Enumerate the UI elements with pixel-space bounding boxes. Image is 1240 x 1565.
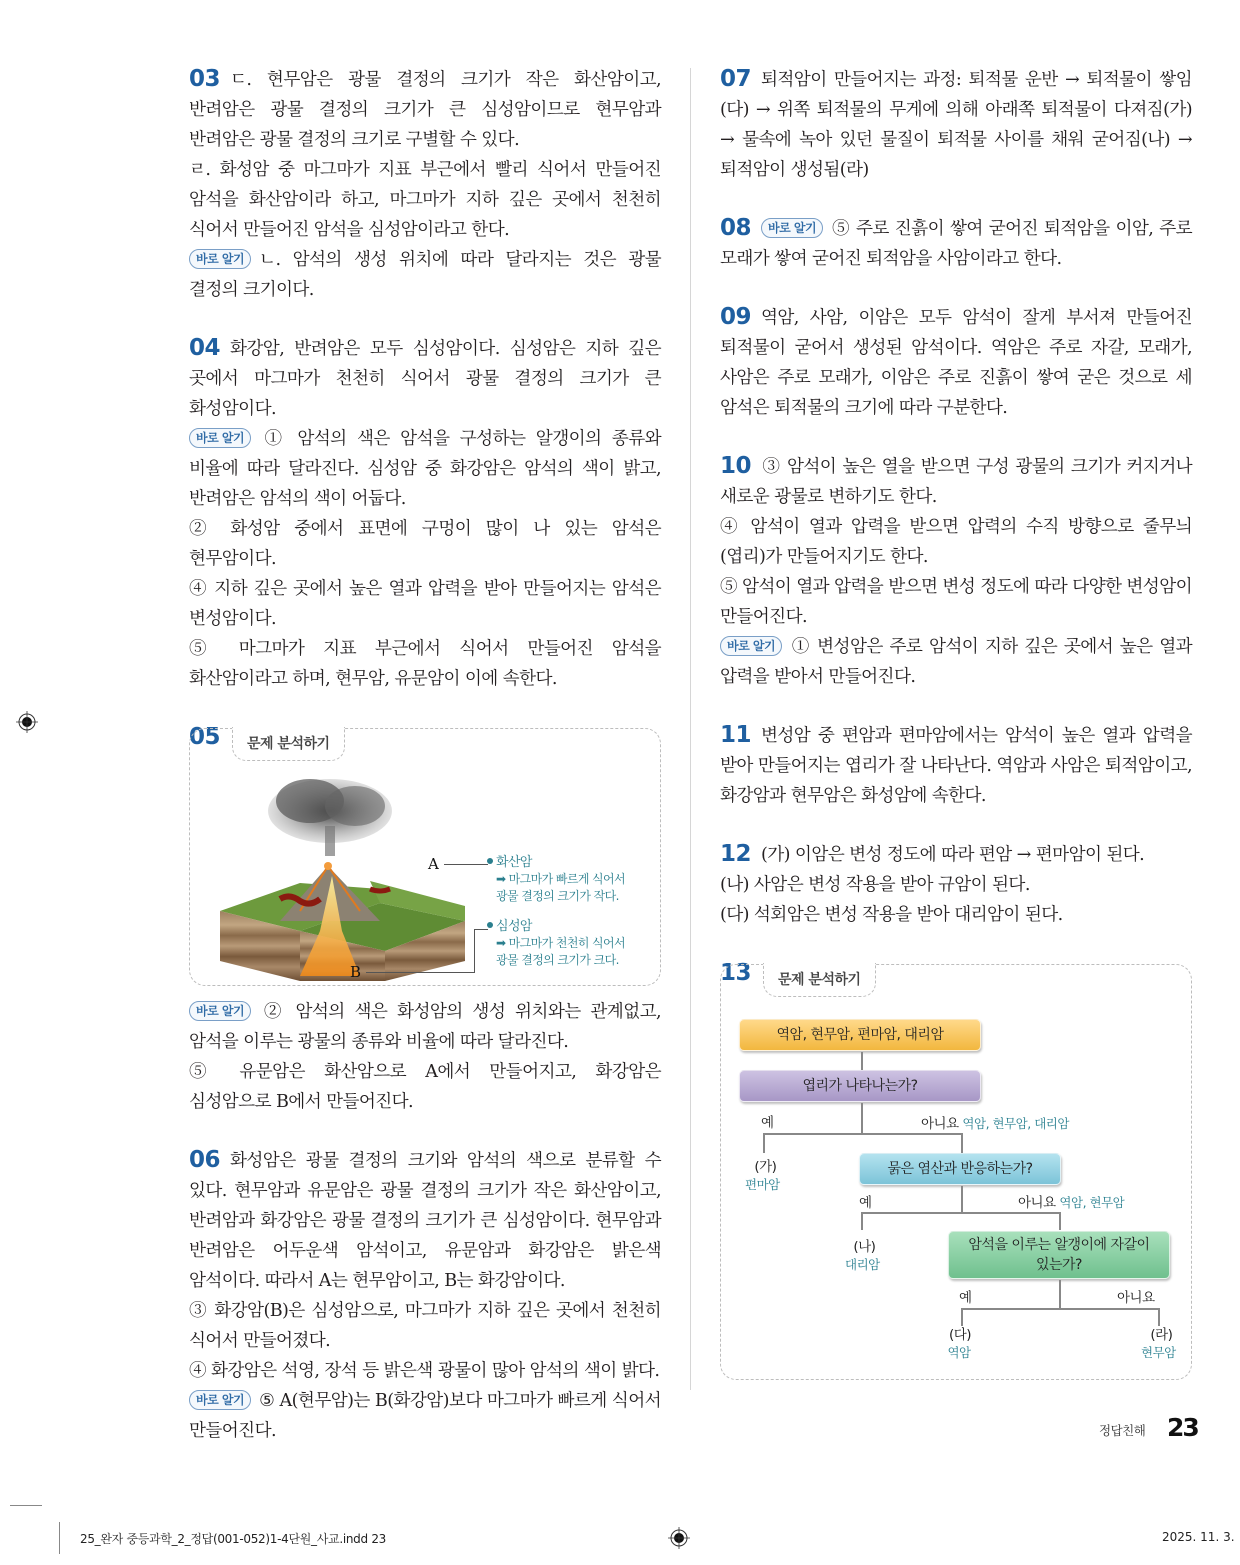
branch-no: 아니요 역암, 현무암 [1018, 1195, 1125, 1211]
question-number: 03 [189, 66, 221, 92]
answer-08 [720, 213, 1192, 274]
correction-text: ① 암석의 색은 암석을 구성하는 알갱이의 종류와 비율에 따라 달라진다. 심성암 중 화강암은 암석의 색이 밝고, 반려암은 암석의 색이 어둡다. [189, 429, 661, 509]
answer-text: ④ 지하 깊은 곳에서 높은 열과 압력을 받아 만들어지는 암석은 변성암이다. [189, 579, 661, 629]
answer-text: ㄹ. 화성암 중 마그마가 지표 부근에서 빨리 식어서 만들어진 암석을 화산암이라 하고, 마그마가 지하 깊은 곳에서 천천히 식어서 만들어진 암석을 심성암이라고 한다. [189, 160, 661, 240]
analysis-tag: 문제 분석하기 [763, 963, 876, 997]
flowchart-start-box: 역암, 현무암, 편마암, 대리암 [739, 1019, 981, 1051]
answer-text: ④ 암석이 열과 압력을 받으면 압력의 수직 방향으로 줄무늬(엽리)가 만들어지기도 한다. [720, 517, 1192, 567]
question-number: 10 [720, 453, 752, 479]
answer-text: ㄷ. 현무암은 광물 결정의 크기가 작은 화산암이고, 반려암은 광물 결정의 크기가 큰 심성암이므로 현무암과 반려암은 광물 결정의 크기로 구별할 수 있다. [189, 70, 661, 150]
volcano-cross-section-illustration [220, 771, 465, 981]
correction-text: ② 암석의 색은 화성암의 생성 위치와는 관계없고, 암석을 이루는 광물의 종류와 비율에 따라 달라진다. [189, 1002, 661, 1052]
right-column [720, 64, 1192, 1380]
question-number: 06 [189, 1147, 221, 1173]
answer-text: 퇴적암이 만들어지는 과정: 퇴적물 운반 → 퇴적물이 쌓임(다) → 위쪽 퇴적물의 무게에 의해 아래쪽 퇴적물이 다져짐(가) → 물속에 녹아 있던 물질이 퇴적물 사이를 채워 굳어짐(나) → 퇴적암이 생성됨(라) [720, 70, 1192, 180]
crop-mark [10, 1505, 42, 1506]
result-ga: (가) 편마암 [745, 1159, 780, 1192]
analysis-tag: 문제 분석하기 [232, 727, 345, 761]
slug-date: 2025. 11. 3. [1162, 1530, 1235, 1544]
column-divider [690, 68, 691, 1390]
bullet-dot-icon [487, 858, 493, 864]
correction-text: ⑤ A(현무암)는 B(화강암)보다 마그마가 빠르게 식어서 만들어진다. [189, 1391, 661, 1441]
connector [961, 1133, 963, 1153]
question-number: 05 [189, 724, 221, 750]
question-number: 12 [720, 841, 752, 867]
answer-06 [189, 1145, 661, 1446]
answer-text: ③ 암석이 높은 열을 받으면 구성 광물의 크기가 커지거나 새로운 광물로 변하기도 한다. [720, 457, 1192, 507]
leader-line-b-vert [474, 929, 475, 973]
answer-04 [189, 333, 661, 694]
answer-text: ⑤ 유문암은 화산암으로 A에서 만들어지고, 화강암은 심성암으로 B에서 만들어진다. [189, 1062, 661, 1112]
question-number: 13 [720, 960, 752, 986]
result-da: (다) 역암 [947, 1327, 972, 1360]
flowchart-question-gravel: 암석을 이루는 알갱이에 자갈이 있는가? [948, 1231, 1170, 1279]
correction-text: ㄴ. 암석의 생성 위치에 따라 달라지는 것은 광물 결정의 크기이다. [189, 250, 661, 300]
answer-13-flowchart [720, 958, 1192, 1380]
answer-text: 역암, 사암, 이암은 모두 암석이 잘게 부서져 만들어진 퇴적물이 굳어서 생성된 암석이다. 역암은 주로 자갈, 모래가, 사암은 주로 모래가, 이암은 주로 진흙이 쌓여 굳은 것으로 세 암석은 퇴적물의 크기에 따라 구분한다. [720, 308, 1192, 418]
left-column [189, 64, 661, 1474]
answer-text: 화강암, 반려암은 모두 심성암이다. 심성암은 지하 깊은 곳에서 마그마가 천천히 식어서 광물 결정의 크기가 큰 화성암이다. [189, 339, 661, 419]
answer-text: ② 화성암 중에서 표면에 구멍이 많이 나 있는 암석은 현무암이다. [189, 519, 661, 569]
footer-label: 정답친해 [1099, 1423, 1146, 1438]
correction-badge: 바로 알기 [720, 636, 782, 656]
correction-badge: 바로 알기 [189, 249, 251, 269]
bullet-dot-icon [487, 922, 493, 928]
answer-12 [720, 839, 1192, 930]
question-number: 11 [720, 722, 752, 748]
slug-filename: 25_완자 중등과학_2_정답(001-052)1-4단원_사교.indd 23 [80, 1532, 386, 1546]
connector [1059, 1280, 1061, 1308]
branch-yes: 예 [859, 1195, 872, 1211]
crop-mark [59, 1522, 60, 1554]
correction-text: ⑤ 주로 진흙이 쌓여 굳어진 퇴적암을 이암, 주로 모래가 쌓여 굳어진 퇴적암을 사암이라고 한다. [720, 219, 1192, 269]
answer-text: ⑤ 마그마가 지표 부근에서 식어서 만들어진 암석을 화산암이라고 하며, 현무암, 유문암이 이에 속한다. [189, 639, 661, 689]
answer-09 [720, 302, 1192, 423]
result-na: (나) 대리암 [845, 1239, 880, 1272]
connector [861, 1212, 863, 1230]
answer-text: (다) 석회암은 변성 작용을 받아 대리암이 된다. [720, 905, 1063, 925]
question-number: 04 [189, 335, 221, 361]
answer-07 [720, 64, 1192, 185]
callout-plutonic-rock: 심성암 ➡ 마그마가 천천히 식어서 광물 결정의 크기가 크다. [487, 918, 625, 969]
result-ra: (라) 현무암 [1141, 1327, 1176, 1360]
branch-no: 아니요 역암, 현무암, 대리암 [921, 1116, 1069, 1132]
leader-line-b [366, 972, 474, 973]
leader-line-a [444, 864, 488, 865]
label-a: A [428, 855, 439, 873]
answer-11 [720, 720, 1192, 811]
connector [961, 1186, 963, 1212]
branch-no: 아니요 [1117, 1290, 1155, 1306]
connector [1059, 1212, 1061, 1230]
label-b: B [350, 963, 362, 981]
correction-badge: 바로 알기 [189, 1001, 251, 1021]
answer-text: 화성암은 광물 결정의 크기와 암석의 색으로 분류할 수 있다. 현무암과 유문암은 광물 결정의 크기가 작은 화산암이고, 반려암과 화강암은 광물 결정의 크기가 큰 심성암이다. 현무암과 반려암은 어두운색 암석이고, 유문암과 화강암은 밝은색 암석이다. 따라서 A는 현무암이고, B는 화강암이다. [189, 1151, 661, 1291]
correction-badge: 바로 알기 [189, 1390, 251, 1410]
connector [763, 1133, 962, 1135]
connector [861, 1103, 863, 1133]
leader-line-b-top [474, 929, 488, 930]
flowchart [721, 965, 1193, 1381]
branch-yes: 예 [959, 1290, 972, 1306]
connector [763, 1133, 765, 1153]
answer-text: ③ 화강암(B)은 심성암으로, 마그마가 지하 깊은 곳에서 천천히 식어서 만들어졌다. [189, 1301, 661, 1351]
answer-03 [189, 64, 661, 305]
correction-badge: 바로 알기 [761, 218, 823, 238]
correction-badge: 바로 알기 [189, 428, 251, 448]
registration-mark-icon [668, 1527, 690, 1549]
answer-text: ④ 화강암은 석영, 장석 등 밝은색 광물이 많아 암석의 색이 밝다. [189, 1361, 660, 1381]
connector [961, 1308, 1159, 1310]
answer-text: 변성암 중 편암과 편마암에서는 암석이 높은 열과 압력을 받아 만들어지는 엽리가 잘 나타난다. 역암과 사암은 퇴적암이고, 화강암과 현무암은 화성암에 속한다. [720, 726, 1192, 806]
registration-mark-icon [16, 711, 38, 733]
connector [861, 1212, 1060, 1214]
question-number: 07 [720, 66, 752, 92]
analysis-box [720, 964, 1192, 1380]
flowchart-question-acid: 묽은 염산과 반응하는가? [859, 1153, 1061, 1185]
answer-text: (가) 이암은 변성 정도에 따라 편암 → 편마암이 된다. [761, 845, 1145, 865]
answer-text: ⑤ 암석이 열과 압력을 받으면 변성 정도에 따라 다양한 변성암이 만들어진다. [720, 577, 1192, 627]
question-number: 08 [720, 215, 752, 241]
question-number: 09 [720, 304, 752, 330]
callout-volcanic-rock: 화산암 ➡ 마그마가 빠르게 식어서 광물 결정의 크기가 작다. [487, 854, 625, 905]
analysis-box [189, 728, 661, 986]
flowchart-question-foliation: 엽리가 나타나는가? [739, 1070, 981, 1102]
page-number: 23 [1167, 1413, 1198, 1442]
connector [861, 1052, 863, 1070]
answer-05 [189, 997, 661, 1117]
answer-05-figure [189, 722, 661, 987]
branch-yes: 예 [761, 1115, 774, 1131]
answer-10 [720, 451, 1192, 692]
answer-text: (나) 사암은 변성 작용을 받아 규암이 된다. [720, 875, 1030, 895]
correction-text: ① 변성암은 주로 암석이 지하 깊은 곳에서 높은 열과 압력을 받아서 만들어진다. [720, 637, 1192, 687]
